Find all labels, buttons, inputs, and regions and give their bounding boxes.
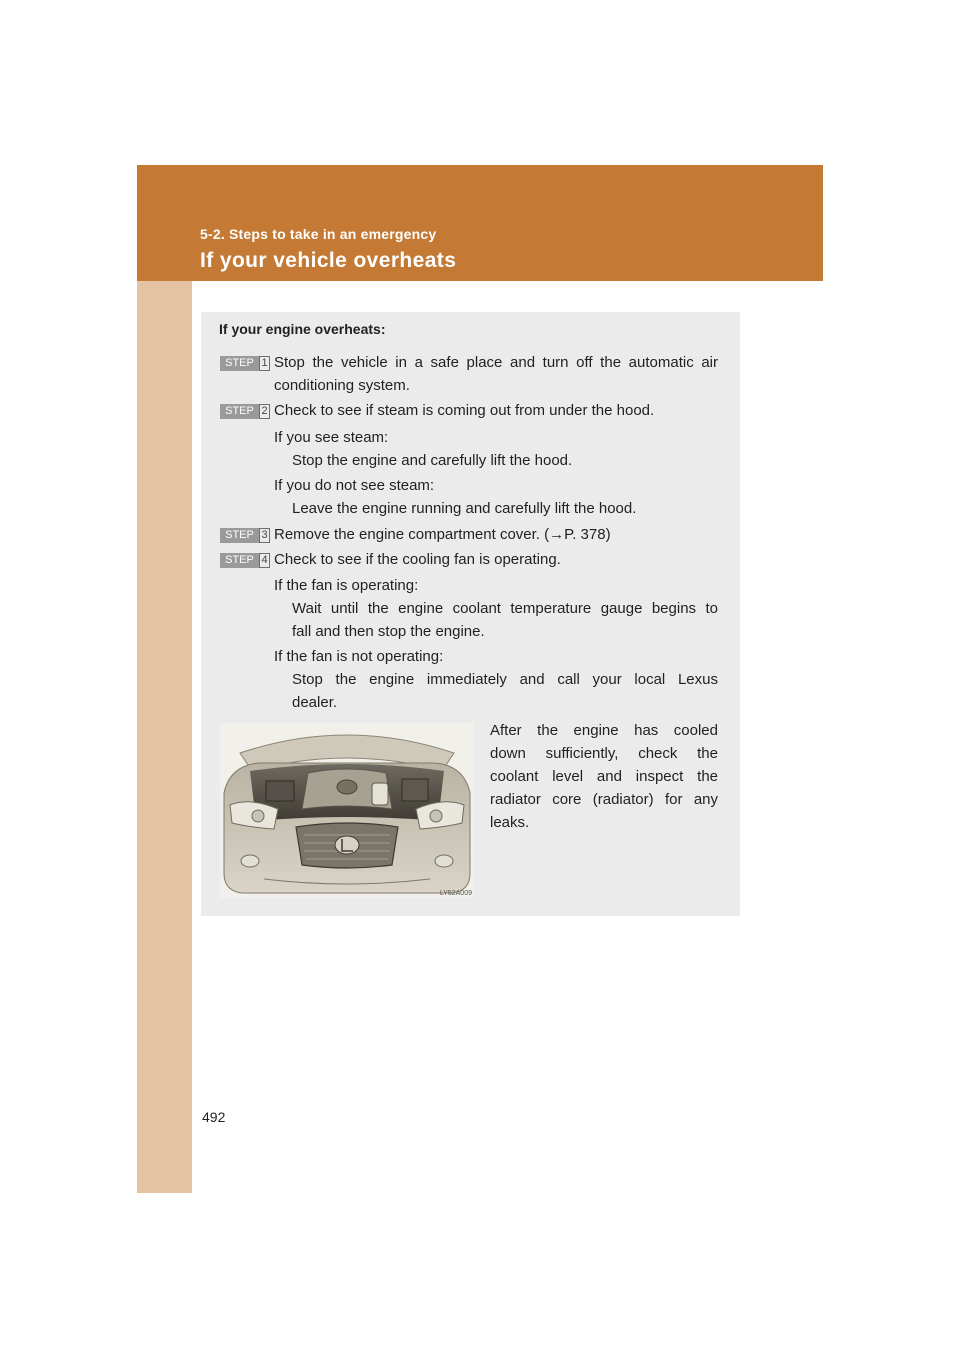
side-tab-strip	[137, 165, 192, 1193]
step-1-text-line-1: Stop the vehicle in a safe place and turn off the automatic air	[274, 354, 718, 371]
intro-heading: If your engine overheats:	[219, 321, 386, 337]
step-2-badge	[220, 404, 270, 419]
engine-compartment-illustration	[220, 723, 474, 898]
step-2-case-1-action: Stop the engine and carefully lift the hood.	[292, 452, 573, 469]
figure-code: LY52A009	[439, 890, 472, 897]
step-5-text-line-1: After the engine has cooled	[490, 722, 718, 739]
step-word: STEP	[220, 553, 259, 568]
step-1-text-line-2: conditioning system.	[274, 377, 410, 394]
step-4-case-2-action-line-1: Stop the engine immediately and call your local Lexus	[292, 671, 718, 688]
step-4-case-2-action-line-2: dealer.	[292, 694, 338, 711]
step-word: STEP	[220, 404, 259, 419]
step-4-text: Check to see if the cooling fan is operating.	[274, 551, 561, 568]
step-3-text: Remove the engine compartment cover. (→P. 378)	[274, 526, 611, 543]
step-5-text-line-2: down sufficiently, check the	[490, 745, 718, 762]
step-4-badge	[220, 553, 270, 568]
page-title: If your vehicle overheats	[200, 249, 457, 272]
step-number: 3	[259, 528, 270, 543]
page-number: 492	[202, 1109, 226, 1125]
step-5-text-line-3: coolant level and inspect the	[490, 768, 718, 785]
step-4-case-2-condition: If the fan is not operating:	[274, 648, 444, 665]
step-2-text: Check to see if steam is coming out from under the hood.	[274, 402, 655, 419]
step-4-case-1-action-line-2: fall and then stop the engine.	[292, 623, 485, 640]
step-1-badge	[220, 356, 270, 371]
step-4-case-1-condition: If the fan is operating:	[274, 577, 419, 594]
step-number: 1	[259, 356, 270, 371]
step-number: 2	[259, 404, 270, 419]
step-4-case-1-action-line-1: Wait until the engine coolant temperature gauge begins to	[292, 600, 718, 617]
step-5-text-line-4: radiator core (radiator) for any	[490, 791, 718, 808]
step-word: STEP	[220, 356, 259, 371]
step-word: STEP	[220, 528, 259, 543]
section-label: 5-2. Steps to take in an emergency	[200, 226, 437, 242]
step-number: 4	[259, 553, 270, 568]
step-2-case-1-condition: If you see steam:	[274, 429, 389, 446]
step-5-text-line-5: leaks.	[490, 814, 530, 831]
step-2-case-2-action: Leave the engine running and carefully lift the hood.	[292, 500, 637, 517]
step-2-case-2-condition: If you do not see steam:	[274, 477, 435, 494]
step-3-badge	[220, 528, 270, 543]
